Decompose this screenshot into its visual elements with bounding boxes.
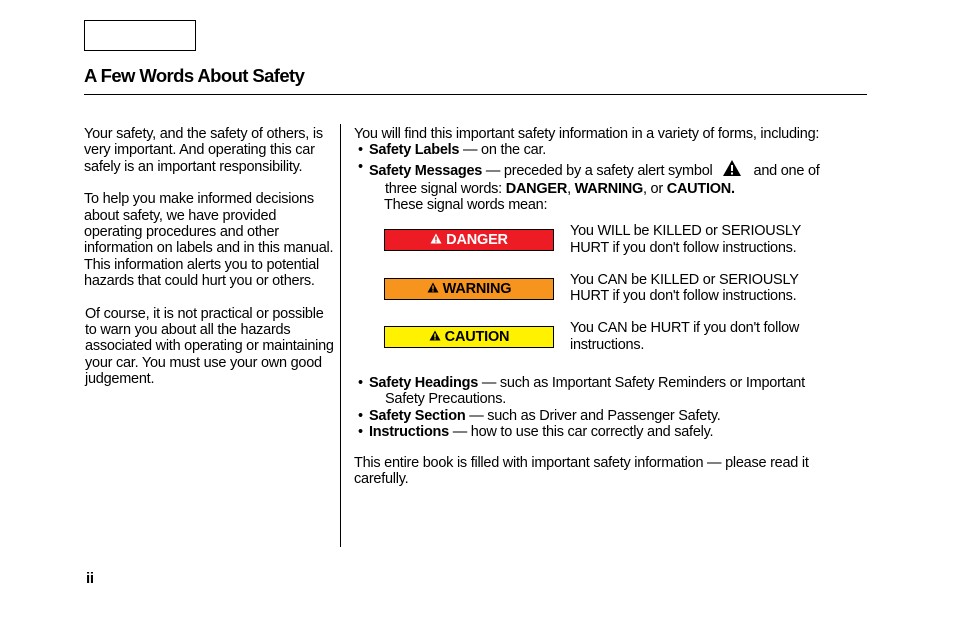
desc-safety-headings-cont: Safety Precautions. [385,391,506,408]
danger-label: DANGER [446,232,508,249]
left-column [84,126,334,387]
warning-triangle-icon [430,232,442,248]
page-number: ii [86,570,94,587]
desc-safety-section: — such as Driver and Passenger Safety. [465,407,721,424]
warning-label: WARNING [442,280,512,297]
desc-safety-messages-after: and one of [753,162,820,179]
intro-text: You will find this important safety information in a variety of forms, including: [354,126,820,142]
caution-badge [384,326,554,348]
list-item-safety-section [354,408,859,424]
desc-safety-messages: — preceded by a safety alert symbol [482,162,713,179]
list-item-safety-headings [354,375,859,408]
right-column [354,126,859,488]
closing-text: This entire book is filled with important safety information — please read it carefully. [354,455,809,488]
signal-word-caution: CAUTION. [666,180,735,197]
signal-row-danger [354,223,859,278]
signal-words-line: three signal words: DANGER, WARNING, or CAUTION. [385,180,735,197]
term-instructions: Instructions [369,423,449,440]
desc-safety-headings: — such as Important Safety Reminders or Important [478,374,805,391]
signal-row-caution [354,320,859,375]
warning-badge [384,278,554,300]
page-title: A Few Words About Safety [84,65,305,86]
signal-words-mean-text: These signal words mean: [384,197,548,214]
warning-triangle-icon [427,281,439,297]
desc-safety-labels: — on the car. [459,142,547,159]
term-safety-labels: Safety Labels [369,142,460,159]
danger-description: You WILL be KILLED or SERIOUSLY HURT if you don't follow instructions. [570,223,801,256]
bullet-icon: • [358,374,363,391]
warning-triangle-icon [429,329,441,345]
section-tab-box [84,20,196,51]
left-paragraph-2: To help you make informed decisions about safety, we have provided operating procedures and other information on labels and in this manual. This information alerts you to potential hazards that could hurt you or others. [84,191,334,289]
title-divider [84,94,867,95]
signal-words-legend [354,223,859,375]
signal-word-warning: WARNING [574,180,643,197]
signal-word-danger: DANGER [505,180,568,197]
term-safety-messages: Safety Messages [369,162,483,179]
safety-forms-list [354,142,859,197]
danger-badge [384,229,554,251]
safety-alert-triangle-icon [722,159,742,181]
term-safety-section: Safety Section [369,407,466,424]
list-item-safety-messages [354,159,859,198]
bullet-icon: • [358,142,363,159]
bullet-icon: • [358,158,363,175]
bullet-icon: • [358,423,363,440]
left-paragraph-1: Your safety, and the safety of others, is very important. And operating this car safely is an important responsibility. [84,126,323,175]
desc-instructions: — how to use this car correctly and safely. [448,423,714,440]
list-item-safety-labels [354,142,859,158]
left-paragraph-3: Of course, it is not practical or possible to warn you about all the hazards associated with operating or maintaining your car. You must use your own good judgement. [85,305,334,387]
column-divider [340,124,341,547]
warning-description: You CAN be KILLED or SERIOUSLY HURT if you don't follow instructions. [570,271,799,305]
safety-forms-list-continued [354,375,859,440]
bullet-icon: • [358,407,363,424]
caution-label: CAUTION [444,329,510,346]
list-item-instructions [354,424,859,440]
signal-row-warning [354,271,859,327]
caution-description: You CAN be HURT if you don't follow instructions. [570,320,800,353]
term-safety-headings: Safety Headings [369,374,479,391]
